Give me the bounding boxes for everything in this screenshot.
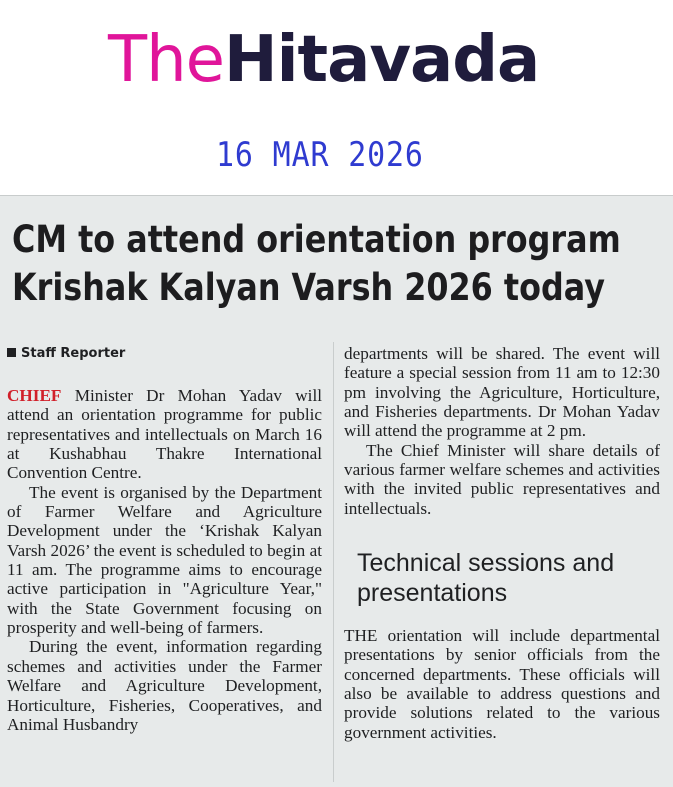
byline — [7, 346, 125, 362]
byline-square-icon — [7, 348, 16, 357]
logo-the: The — [108, 23, 225, 97]
column-divider — [333, 342, 334, 782]
headline-line-2: Krishak Kalyan Varsh 2026 today — [12, 266, 605, 309]
byline-text: Staff Reporter — [21, 346, 126, 361]
headline-line-1: CM to attend orientation program — [12, 218, 621, 261]
paragraph-1-text: Minister Dr Mohan Yadav will attend an orientation programme for public representatives and intellectuals on March 16 at Kushabhau Thakre International Convention Centre. — [7, 386, 322, 483]
article-headline — [12, 216, 621, 312]
news-clipping — [0, 195, 673, 787]
paragraph-4: The Chief Minister will share details of various farmer welfare schemes and activities with the invited public representatives and intellectuals. — [344, 440, 660, 518]
date-stamp: 16 MAR 2026 — [216, 135, 424, 175]
paragraph-3: During the event, information regarding schemes and activities under the Farmer Welfare and Agriculture Development, Horticulture, Fisheries, Cooperatives, and Animal Husbandry — [7, 637, 322, 734]
paragraph-1 — [7, 386, 322, 483]
article-column-left — [7, 386, 322, 734]
article-column-right — [344, 344, 660, 742]
newspaper-logo — [108, 20, 539, 100]
paragraph-5: THE orientation will include departmental presentations by senior officials from the concerned departments. These officials will also be available to address questions and provide solutions related to the various government activities. — [344, 626, 660, 742]
paragraph-3-continued: departments will be shared. The event will feature a special session from 11 am to 12:30 pm involving the Agriculture, Horticulture, and Fisheries departments. Dr Mohan Yadav will attend the programme at 2 pm. — [344, 344, 660, 441]
logo-name: Hitavada — [224, 23, 540, 97]
paragraph-2: The event is organised by the Department of Farmer Welfare and Agriculture Development under the ‘Krishak Kalyan Varsh 2026’ the event is scheduled to begin at 11 am. The programme aims to encourage active participation in "Agriculture Year," with the State Government focusing on prosperity and well-being of farmers. — [7, 482, 322, 638]
article-subhead: Technical sessions and presentations — [357, 549, 615, 608]
dropcap-word: CHIEF — [7, 386, 62, 405]
newspaper-masthead — [0, 0, 673, 195]
